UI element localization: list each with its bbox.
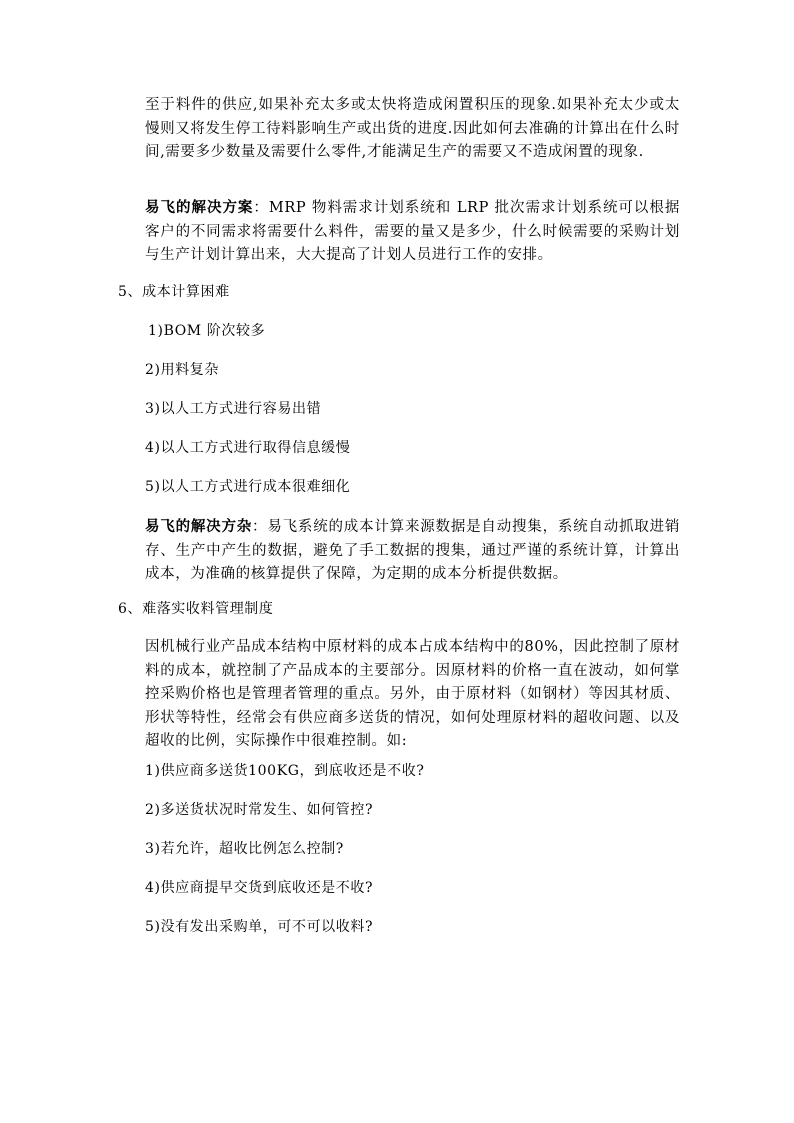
section-5-item: 1)BOM 阶次较多	[148, 323, 266, 339]
section-6-item: 5)没有发出采购单，可不可以收料?	[145, 919, 374, 935]
section-6-paragraph: 因机械行业产品成本结构中原材料的成本占成本结构中的80%，因此控制了原材料的成本，就控制了产品成本的主要部分。因原材料的价格一直在波动，如何掌控采购价格也是管理者管理的重点。另外，由于原材料（如钢材）等因其材质、形状等特性，经常会有供应商多送货的情况，如何处理原材料的超收问题、以及超收的比例，实际操作中很难控制。如:	[145, 639, 680, 749]
section-5-item: 3)以人工方式进行容易出错	[145, 401, 322, 417]
cost-solution-text: ：易飞系统的成本计算来源数据是自动搜集，系统自动抓取进销存、生产中产生的数据，避免了手工数据的搜集，通过严谨的系统计算，计算出成本，为准确的核算提供了保障，为定期的成本分析提供数据。	[145, 519, 680, 582]
section-6-item: 2)多送货状况时常发生、如何管控?	[145, 802, 374, 818]
mrp-solution-paragraph	[145, 196, 680, 268]
section-5-item: 5)以人工方式进行成本很难细化	[145, 479, 351, 495]
section-5-item: 2)用料复杂	[145, 362, 219, 378]
cost-solution-paragraph	[145, 515, 680, 587]
section-6-item: 1)供应商多送货100KG，到底收还是不收?	[145, 763, 425, 779]
mrp-solution-label: 易飞的解决方案	[145, 199, 254, 216]
section-5-item: 4)以人工方式进行取得信息缓慢	[145, 440, 351, 456]
intro-paragraph: 至于料件的供应,如果补充太多或太快将造成闲置积压的现象.如果补充太少或太慢则又将发生停工待料影响生产或出货的进度.因此如何去准确的计算出在什么时间,需要多少数量及需要什么零件,才能满足生产的需要又不造成闲置的现象.	[145, 97, 680, 160]
section-6-heading: 6、难落实收料管理制度	[118, 601, 274, 617]
cost-solution-label: 易飞的解决方杂	[145, 518, 253, 535]
section-6-item: 4)供应商提早交货到底收还是不收?	[145, 880, 374, 896]
section-5-heading: 5、成本计算困难	[118, 284, 230, 300]
mrp-solution-text: ：MRP 物料需求计划系统和 LRP 批次需求计划系统可以根据客户的不同需求将需要什么料件，需要的量又是多少，什么时候需要的采购计划与生产计划计算出来，大大提高了计划人员进行工作的安排。	[145, 200, 680, 263]
section-6-item: 3)若允许，超收比例怎么控制?	[145, 841, 344, 857]
